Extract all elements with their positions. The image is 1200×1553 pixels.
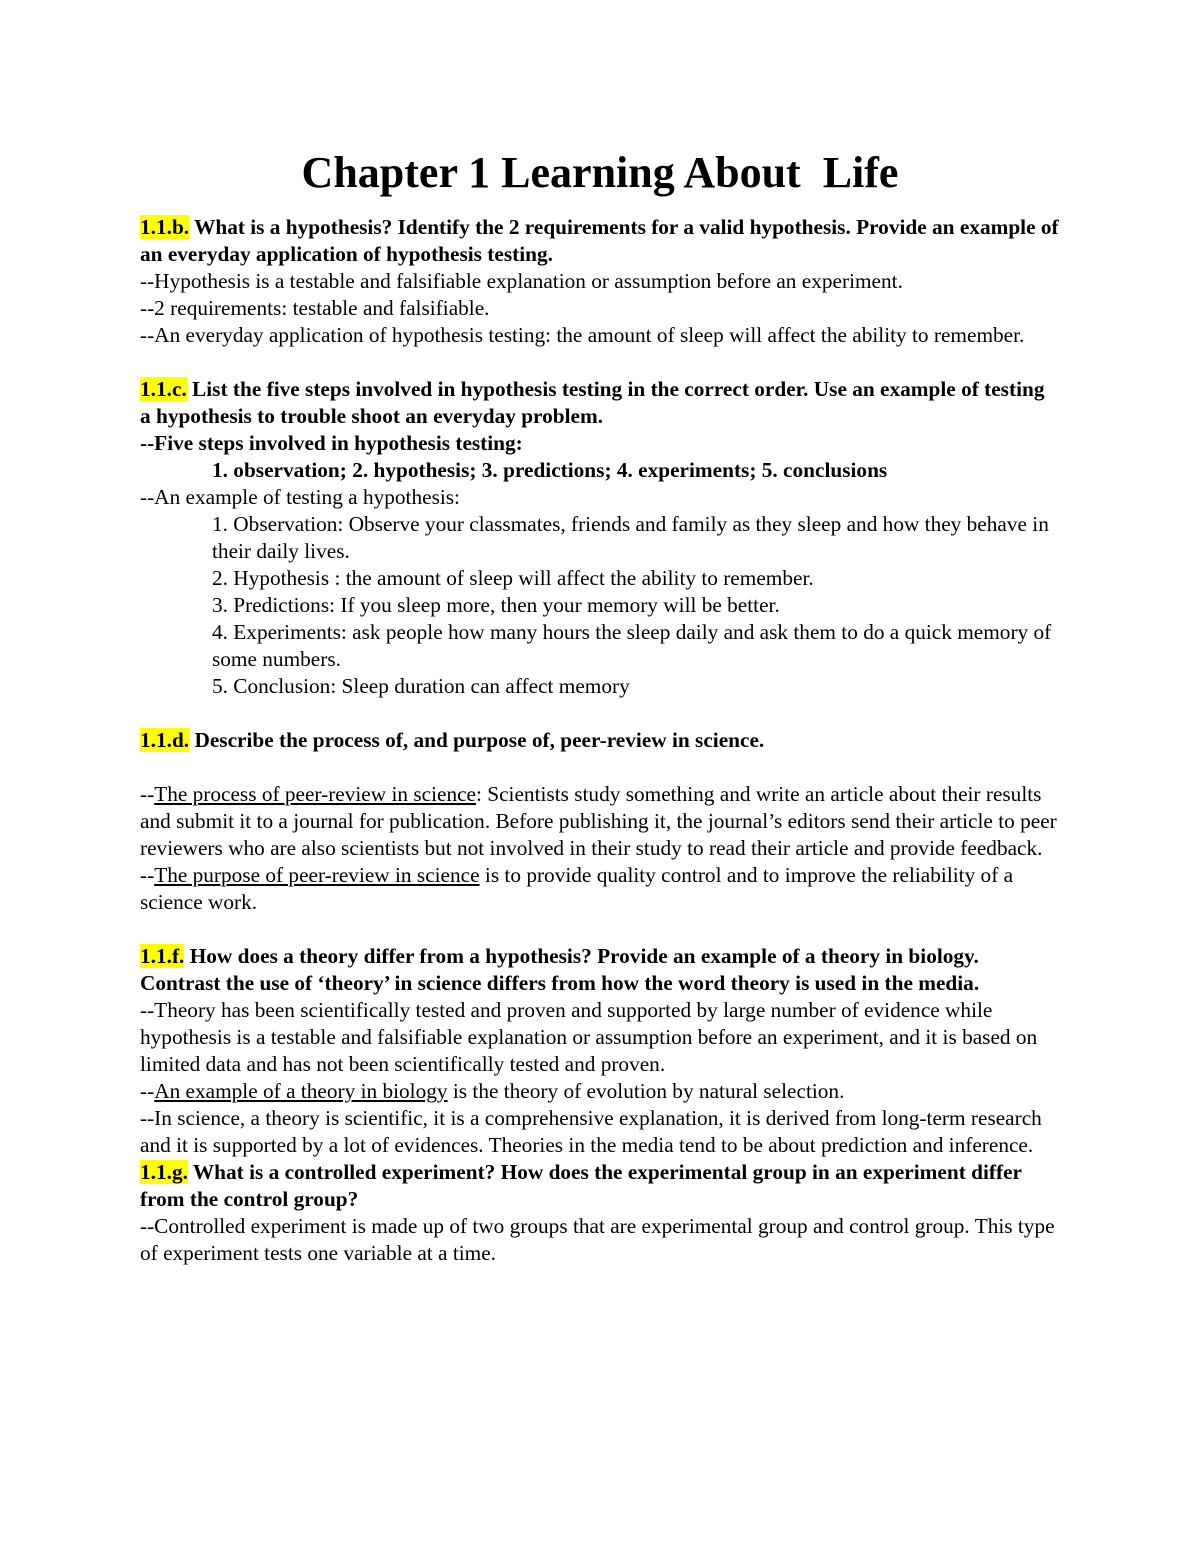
answer-paragraph [140,781,1060,862]
question-text: How does a theory differ from a hypothesis? Provide an example of a theory in biology. Contrast the use of ‘theory’ in science differs from how the word theory is used in the media. [140,944,980,995]
answer-text: is the theory of evolution by natural selection. [447,1079,845,1103]
steps-heading: --Five steps involved in hypothesis testing: [140,431,523,455]
question-number: 1.1.g. [140,1160,188,1184]
underlined-term: The purpose of peer-review in science [154,863,480,887]
example-heading: --An example of testing a hypothesis: [140,485,460,509]
section-1-1-g [140,1159,1060,1267]
question-number: 1.1.c. [140,377,187,401]
answer-line: --2 requirements: testable and falsifiable. [140,296,490,320]
chapter-title: Chapter 1 Learning About Life [301,148,899,197]
example-step: 5. Conclusion: Sleep duration can affect memory [212,674,630,698]
answer-paragraph [140,862,1060,916]
answer-line: --Hypothesis is a testable and falsifiable explanation or assumption before an experiment. [140,269,903,293]
answer-text: : Scientists study something and write an article about their results and submit it to a journal for publication. Before publishing it, the journal’s editors send their article to peer reviewers who are also scientists but not involved in their study to read their article and provide feedback. [140,782,1057,860]
question-1-1-f [140,943,1060,997]
answer-line: --An everyday application of hypothesis testing: the amount of sleep will affect the ability to remember. [140,323,1025,347]
question-text: What is a controlled experiment? How does the experimental group in an experiment differ from the control group? [140,1160,1022,1211]
dash-prefix: -- [140,863,155,887]
section-1-1-c [140,376,1060,700]
question-1-1-c [140,376,1060,430]
underlined-term: An example of a theory in biology [154,1079,448,1103]
question-number: 1.1.f. [140,944,185,968]
question-number: 1.1.b. [140,215,190,239]
section-1-1-d [140,727,1060,916]
steps-list: 1. observation; 2. hypothesis; 3. predictions; 4. experiments; 5. conclusions [212,458,888,482]
example-step: 2. Hypothesis : the amount of sleep will affect the ability to remember. [212,566,814,590]
example-step: 1. Observation: Observe your classmates, friends and family as they sleep and how they behave in their daily lives. [212,512,1049,563]
dash-prefix: -- [140,782,155,806]
example-step: 3. Predictions: If you sleep more, then your memory will be better. [212,593,780,617]
document-page [140,0,1060,1267]
answer-paragraph: --Theory has been scientifically tested and proven and supported by large number of evidence while hypothesis is a testable and falsifiable explanation or assumption before an experiment, and it is based on limited data and has not been scientifically tested and proven. [140,998,1038,1076]
question-text: What is a hypothesis? Identify the 2 requirements for a valid hypothesis. Provide an example of an everyday application of hypothesis testing. [140,215,1059,266]
underlined-term: The process of peer-review in science [154,782,477,806]
answer-text: is to provide quality control and to improve the reliability of a science work. [140,863,1014,914]
question-number: 1.1.d. [140,728,190,752]
answer-paragraph: --In science, a theory is scientific, it is a comprehensive explanation, it is derived from long-term research and it is supported by a lot of evidences. Theories in the media tend to be about prediction and inference. [140,1106,1042,1157]
example-step: 4. Experiments: ask people how many hours the sleep daily and ask them to do a quick memory of some numbers. [212,620,1052,671]
question-1-1-b [140,214,1060,268]
question-text: List the five steps involved in hypothesis testing in the correct order. Use an example of testing a hypothesis to trouble shoot an everyday problem. [140,377,1045,428]
question-1-1-g [140,1159,1060,1213]
answer-paragraph [140,1078,1060,1105]
section-1-1-f [140,943,1060,1159]
question-text: Describe the process of, and purpose of, peer-review in science. [189,728,765,752]
section-1-1-b [140,214,1060,349]
dash-prefix: -- [140,1079,155,1103]
question-1-1-d [140,727,1060,754]
answer-paragraph: --Controlled experiment is made up of two groups that are experimental group and control group. This type of experiment tests one variable at a time. [140,1214,1055,1265]
